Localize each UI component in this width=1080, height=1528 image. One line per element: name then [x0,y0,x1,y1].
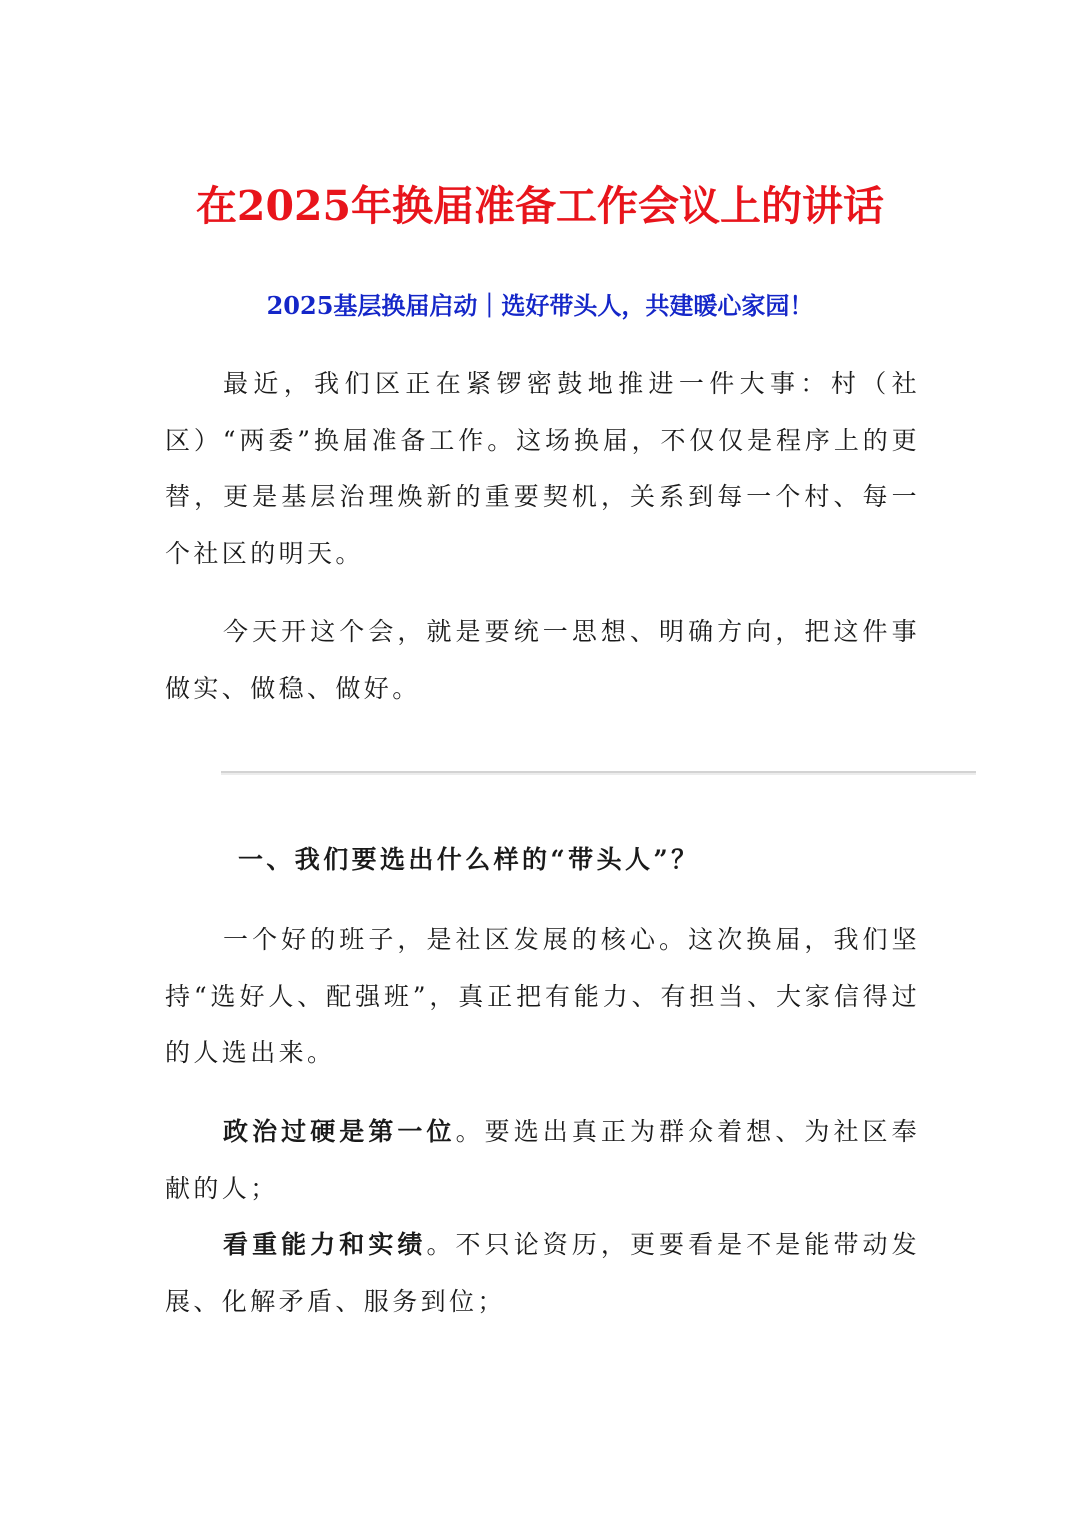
section-paragraph-1 [165,912,920,1082]
paragraph-text: 一个好的班子，是社区发展的核心。这次换届，我们坚持“选好人、配强班”，真正把有能力、有担当、大家信得过的人选出来。 [165,925,920,1067]
paragraph-lead: 政治过硬是第一位 [223,1117,456,1146]
paragraph-text: 今天开这个会，就是要统一思想、明确方向，把这件事做实、做稳、做好。 [165,617,920,703]
paragraph-text: 最近，我们区正在紧锣密鼓地推进一件大事：村（社区）“两委”换届准备工作。这场换届，不仅仅是程序上的更替，更是基层治理焕新的重要契机，关系到每一个村、每一个社区的明天。 [165,369,920,568]
intro-paragraph-2 [165,604,920,717]
paragraph-text: 。要选出真正为群众着想、为社区奉献的人； [165,1117,921,1203]
section-divider [221,771,976,775]
section-paragraph-3 [165,1217,920,1330]
section-paragraph-2 [165,1104,920,1217]
document-subtitle: 2025基层换届启动｜选好带头人，共建暖心家园！ [266,291,814,320]
paragraph-lead: 看重能力和实绩 [223,1230,427,1259]
document-title: 在2025年换届准备工作会议上的讲话 [195,182,885,230]
section-heading: 一、我们要选出什么样的“带头人”？ [238,845,700,874]
paragraph-text: 。不只论资历，更要看是不是能带动发展、化解矛盾、服务到位； [165,1230,920,1316]
intro-paragraph-1 [165,356,920,582]
